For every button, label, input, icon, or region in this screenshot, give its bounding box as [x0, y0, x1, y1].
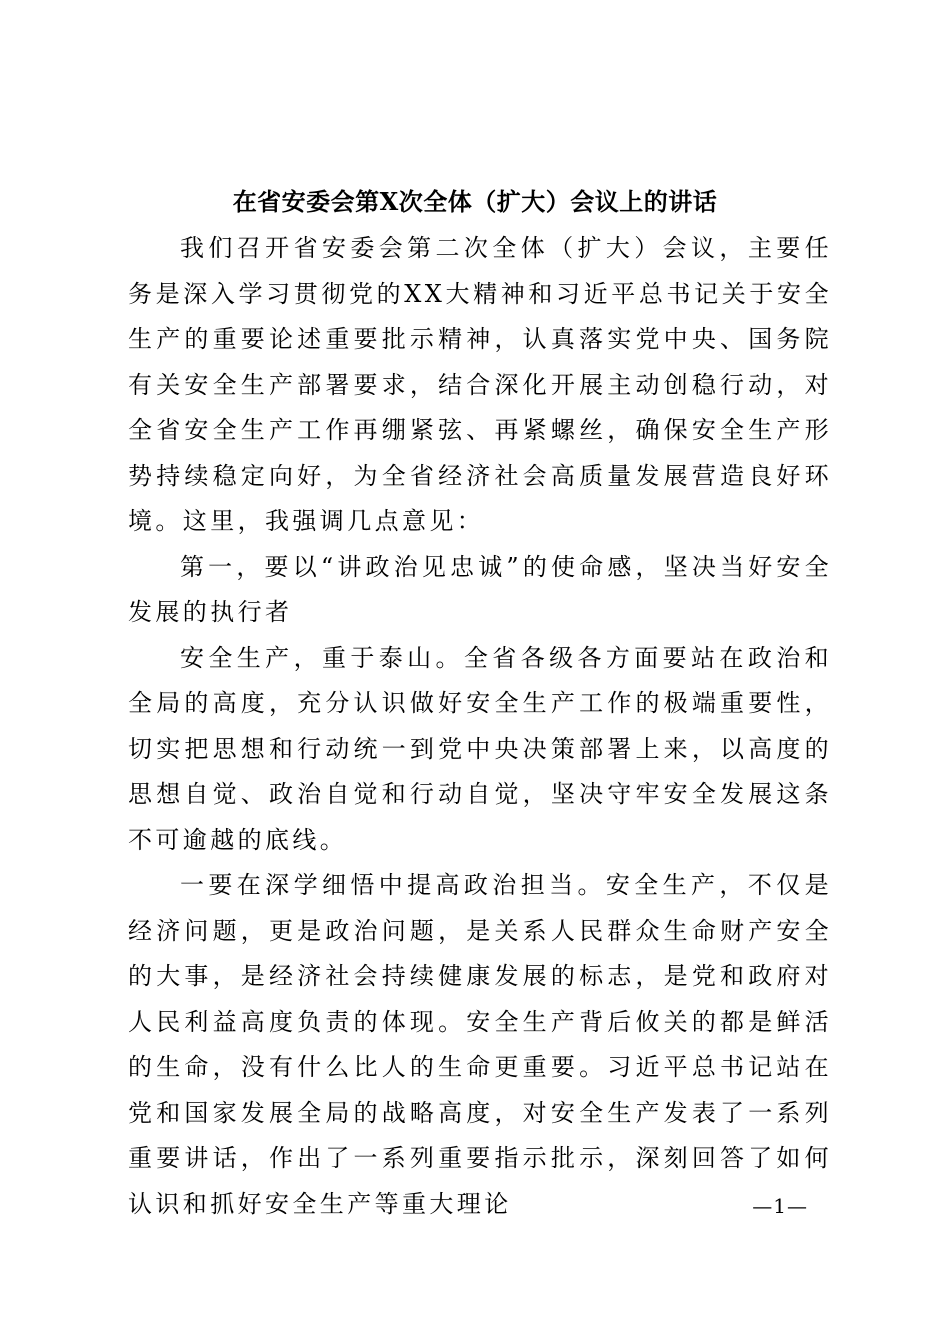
paragraph-safety-production: 安全生产，重于泰山。全省各级各方面要站在政治和全局的高度，充分认识做好安全生产工作的极端重要性，切实把思想和行动统一到党中央决策部署上来，以高度的思想自觉、政治自觉和行动自觉，坚决守牢安全发展这条不可逾越的底线。: [128, 643, 832, 854]
paragraph-intro: 我们召开省安委会第二次全体（扩大）会议，主要任务是深入学习贯彻党的XX大精神和习近平总书记关于安全生产的重要论述重要批示精神，认真落实党中央、国务院有关安全生产部署要求，结合深化开展主动创稳行动，对全省安全生产工作再绷紧弦、再紧螺丝，确保安全生产形势持续稳定向好，为全省经济社会高质量发展营造良好环境。这里，我强调几点意见：: [128, 234, 832, 535]
page-number: —1—: [752, 1194, 808, 1218]
paragraph-section-heading: 第一，要以“讲政治见忠诚”的使命感，坚决当好安全发展的执行者: [128, 552, 832, 626]
body-text: [128, 226, 832, 1227]
page-title: 在省安委会第Ⅹ次全体（扩大）会议上的讲话: [232, 187, 718, 216]
paragraph-political-responsibility: 一要在深学细悟中提高政治担当。安全生产，不仅是经济问题，更是政治问题，是关系人民群众生命财产安全的大事，是经济社会持续健康发展的标志，是党和政府对人民利益高度负责的体现。安全生产背后攸关的都是鲜活的生命，没有什么比人的生命更重要。习近平总书记站在党和国家发展全局的战略高度，对安全生产发表了一系列重要讲话，作出了一系列重要指示批示，深刻回答了如何认识和抓好安全生产等重大理论: [128, 871, 832, 1218]
